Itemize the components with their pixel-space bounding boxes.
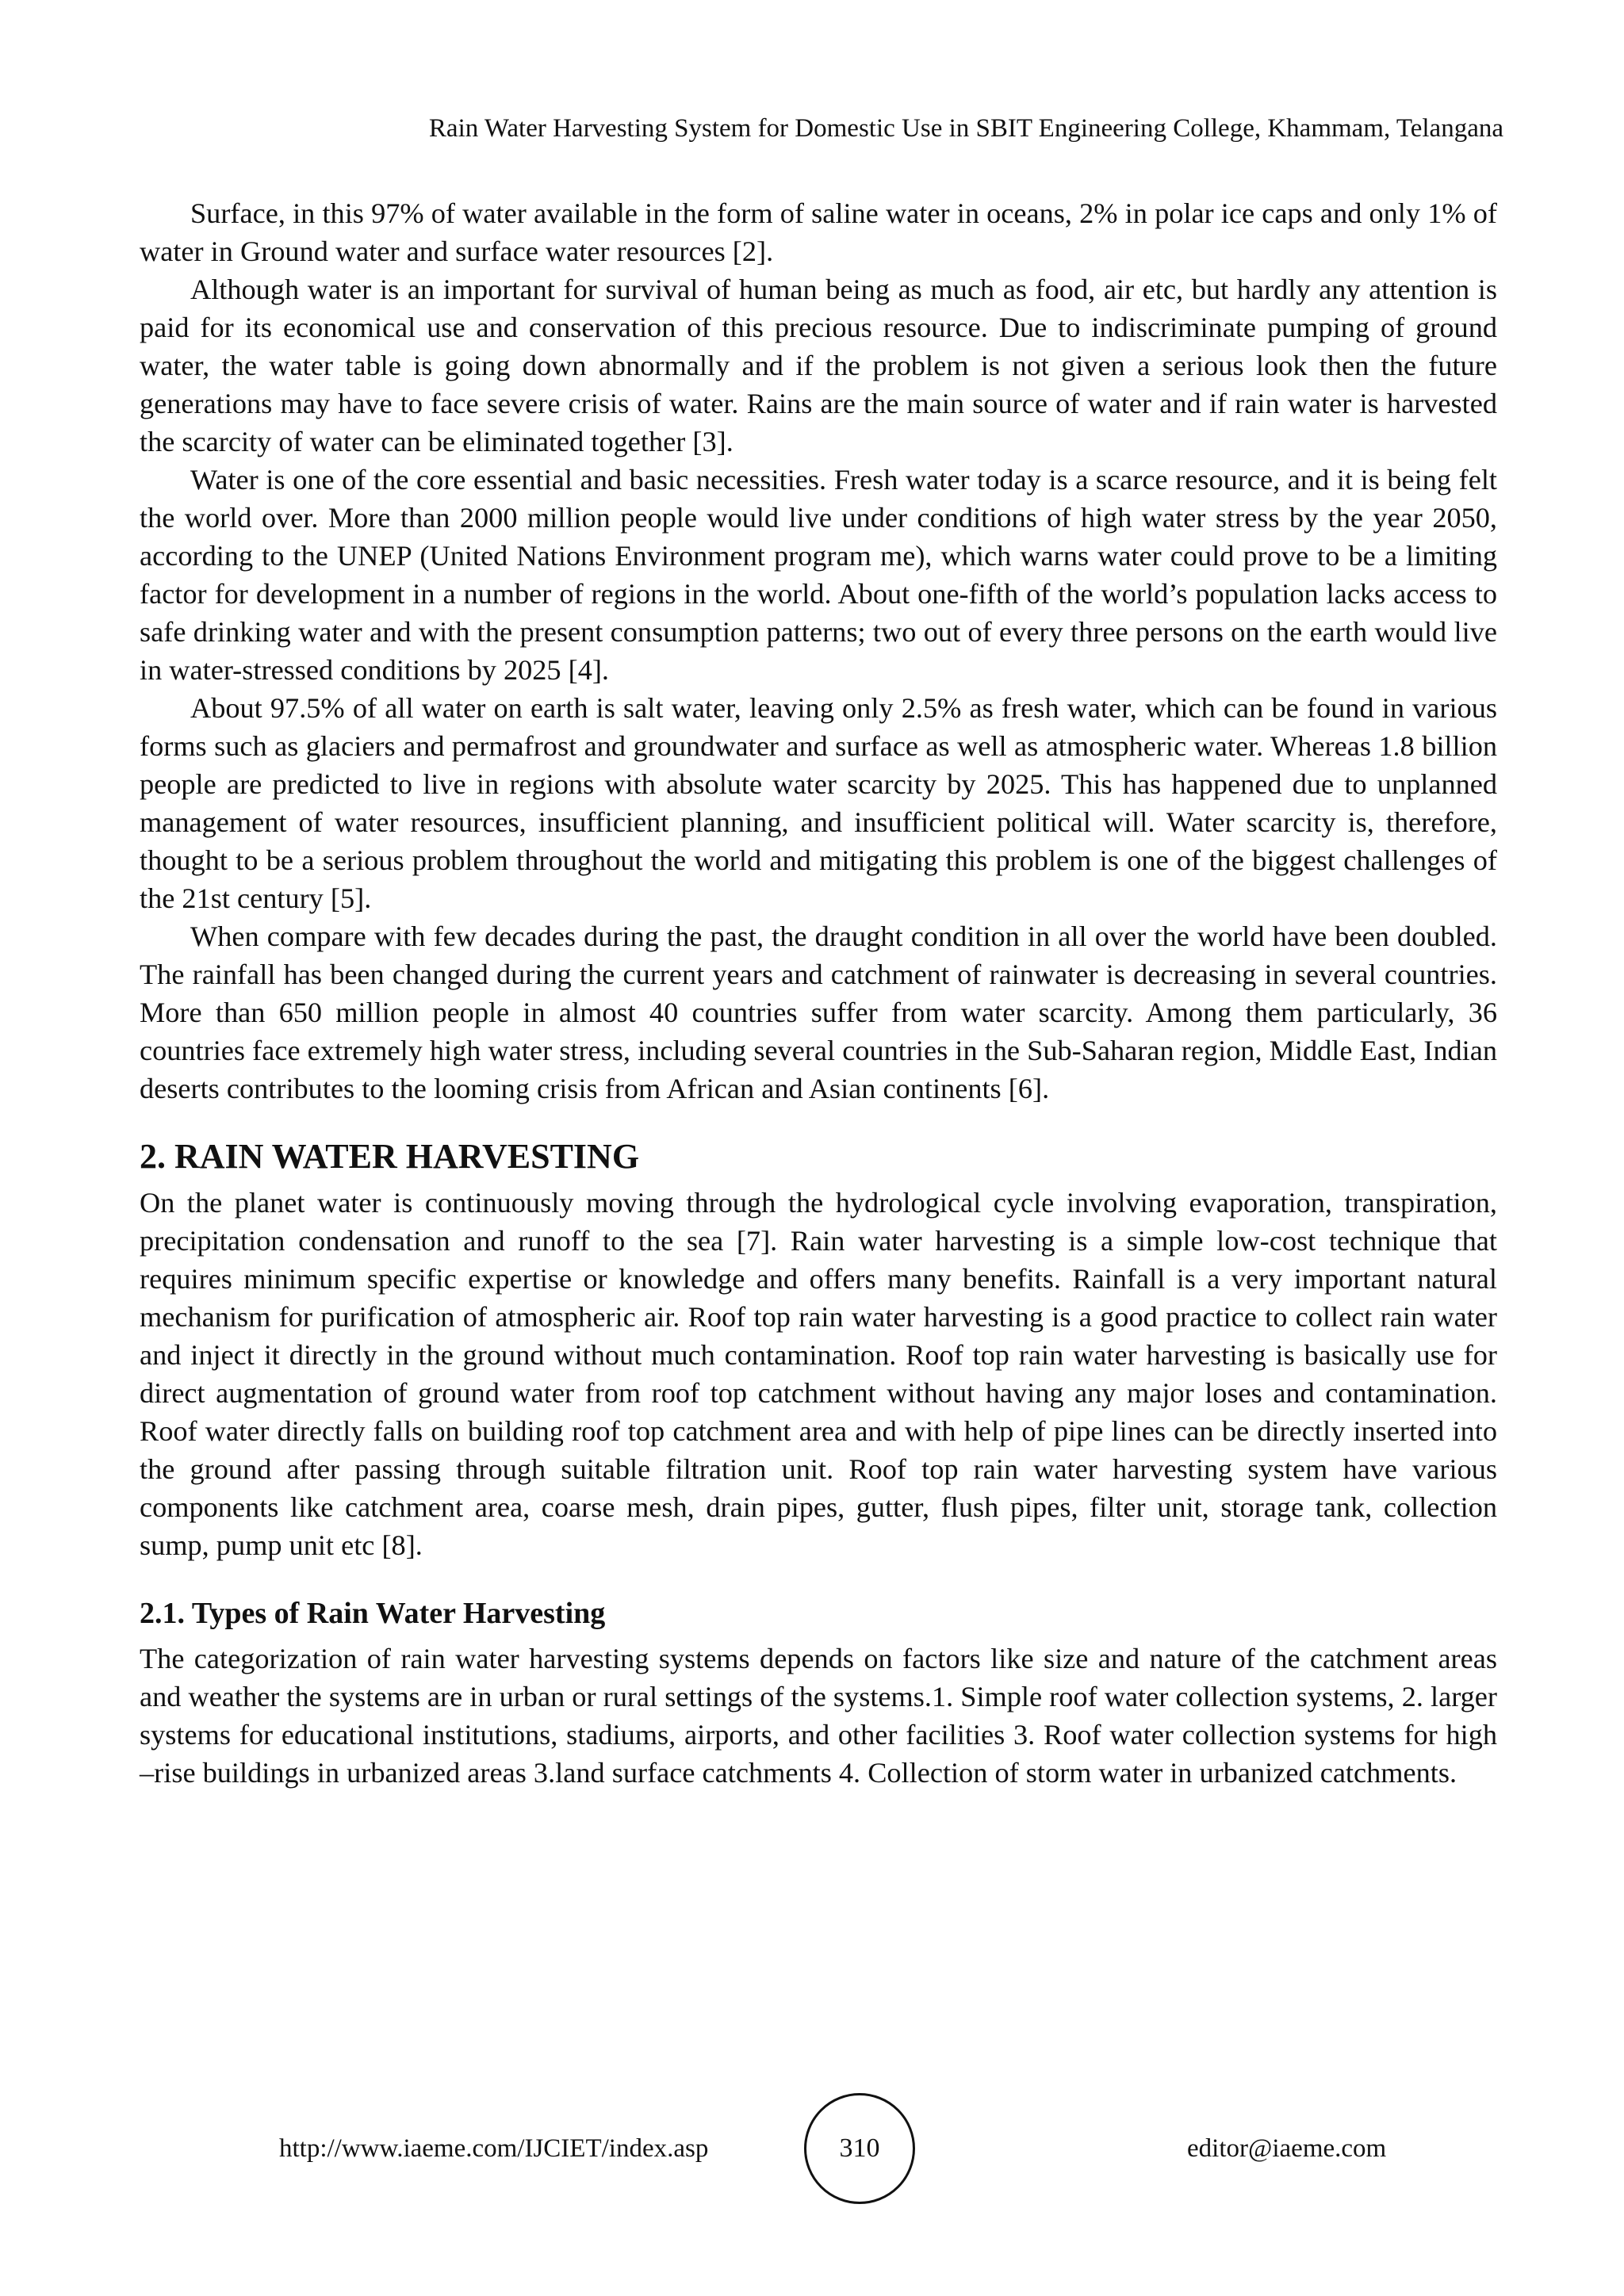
paragraph-intro-1: Surface, in this 97% of water available in the form of saline water in oceans, 2% in polar ice caps and only 1% of water in Ground water and surface water resources [2].	[140, 197, 1497, 267]
footer-email-link[interactable]: editor@iaeme.com	[1187, 2134, 1387, 2163]
paragraph-intro-3: Water is one of the core essential and basic necessities. Fresh water today is a scarce resource, and it is being felt the world over. More than 2000 million people would live under conditions of high water stress by the year 2050, according to the UNEP (United Nations Environment program me), which warns water could prove to be a limiting factor for development in a number of regions in the world. About one-fifth of the world’s population lacks access to safe drinking water and with the present consumption patterns; two out of every three persons on the earth would live in water-stressed conditions by 2025 [4].	[140, 464, 1497, 686]
page-number: 310	[839, 2133, 880, 2163]
section-heading-rain-water-harvesting: 2. RAIN WATER HARVESTING	[140, 1137, 640, 1176]
article-body	[140, 194, 1497, 1792]
paragraph-section-2-1: The categorization of rain water harvesting systems depends on factors like size and nature of the catchment areas and weather the systems are in urban or rural settings of the systems.1. Simple roof water collection systems, 2. larger systems for educational institutions, stadiums, airports, and other facilities 3. Roof water collection systems for high –rise buildings in urbanized areas 3.land surface catchments 4. Collection of storm water in urbanized catchments.	[140, 1643, 1497, 1789]
paragraph-section-2: On the planet water is continuously moving through the hydrological cycle involving evaporation, transpiration, precipitation condensation and runoff to the sea [7]. Rain water harvesting is a simple low-cost technique that requires minimum specific expertise or knowledge and offers many benefits. Rainfall is a very important natural mechanism for purification of atmospheric air. Roof top rain water harvesting is a good practice to collect rain water and inject it directly in the ground without much contamination. Roof top rain water harvesting is basically use for direct augmentation of ground water from roof top catchment without having any major loses and contamination. Roof water directly falls on building roof top catchment area and with help of pipe lines can be directly inserted into the ground after passing through suitable filtration unit. Roof top rain water harvesting system have various components like catchment area, coarse mesh, drain pipes, gutter, flush pipes, filter unit, storage tank, collection sump, pump unit etc [8].	[140, 1187, 1497, 1561]
paragraph-intro-2: Although water is an important for survival of human being as much as food, air etc, but hardly any attention is paid for its economical use and conservation of this precious resource. Due to indiscriminate pumping of ground water, the water table is going down abnormally and if the problem is not given a serious look then the future generations may have to face severe crisis of water. Rains are the main source of water and if rain water is harvested the scarcity of water can be eliminated together [3].	[140, 274, 1497, 457]
paragraph-intro-4: About 97.5% of all water on earth is salt water, leaving only 2.5% as fresh water, which can be found in various forms such as glaciers and permafrost and groundwater and surface as well as atmospheric water. Whereas 1.8 billion people are predicted to live in regions with absolute water scarcity by 2025. This has happened due to unplanned management of water resources, insufficient planning, and insufficient political will. Water scarcity is, therefore, thought to be a serious problem throughout the world and mitigating this problem is one of the biggest challenges of the 21st century [5].	[140, 692, 1497, 914]
page-number-circle	[804, 2093, 915, 2204]
footer-journal-link[interactable]: http://www.iaeme.com/IJCIET/index.asp	[279, 2134, 709, 2163]
paragraph-intro-5: When compare with few decades during the past, the draught condition in all over the world have been doubled. The rainfall has been changed during the current years and catchment of rainwater is decreasing in several countries. More than 650 million people in almost 40 countries suffer from water scarcity. Among them particularly, 36 countries face extremely high water stress, including several countries in the Sub-Saharan region, Middle East, Indian deserts contributes to the looming crisis from African and Asian continents [6].	[140, 920, 1497, 1104]
subsection-heading-types: 2.1. Types of Rain Water Harvesting	[140, 1597, 606, 1630]
running-header: Rain Water Harvesting System for Domestic Use in SBIT Engineering College, Khammam, Telangana	[428, 114, 1503, 143]
